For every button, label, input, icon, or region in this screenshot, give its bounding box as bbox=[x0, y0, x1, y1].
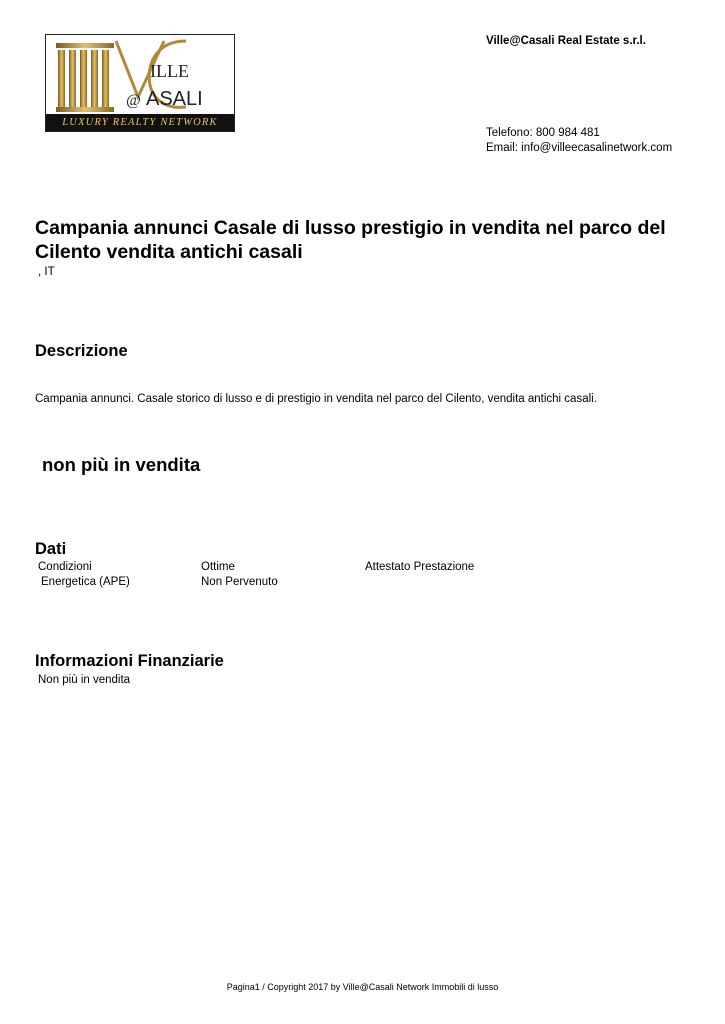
ape-value: Non Pervenuto bbox=[201, 576, 278, 588]
ape-label-line1: Attestato Prestazione bbox=[365, 561, 475, 573]
contact-block bbox=[486, 126, 672, 156]
listing-location: , IT bbox=[38, 266, 55, 278]
description-heading: Descrizione bbox=[35, 342, 128, 360]
phone-text: Telefono: 800 984 481 bbox=[486, 127, 600, 139]
finance-text: Non più in vendita bbox=[38, 674, 131, 686]
logo-tagline: LUXURY REALTY NETWORK bbox=[46, 114, 234, 131]
page-footer: Pagina1 / Copyright 2017 by Ville@Casali Network Immobili di lusso bbox=[226, 982, 499, 992]
finance-heading: Informazioni Finanziarie bbox=[35, 652, 224, 670]
listing-title: Campania annunci Casale di lusso prestigio in vendita nel parco del Cilento vendita antichi casali bbox=[35, 217, 666, 263]
description-text: Campania annunci. Casale storico di lusso e di prestigio in vendita nel parco del Cilento, vendita antichi casali. bbox=[35, 393, 597, 405]
svg-text:@: @ bbox=[126, 92, 141, 109]
company-logo bbox=[45, 34, 235, 132]
logo-wordmark-2: ASALI bbox=[146, 88, 203, 110]
condizioni-value: Ottime bbox=[201, 561, 235, 573]
email-text: Email: info@villeecasalinetwork.com bbox=[486, 142, 673, 154]
sale-status: non più in vendita bbox=[42, 454, 201, 475]
dati-heading: Dati bbox=[35, 540, 67, 558]
company-name: Ville@Casali Real Estate s.r.l. bbox=[486, 35, 646, 47]
logo-graphic bbox=[46, 35, 235, 115]
ape-label-line2: Energetica (APE) bbox=[41, 576, 130, 588]
logo-wordmark-1: ILLE bbox=[150, 61, 189, 81]
condizioni-label: Condizioni bbox=[38, 561, 92, 573]
